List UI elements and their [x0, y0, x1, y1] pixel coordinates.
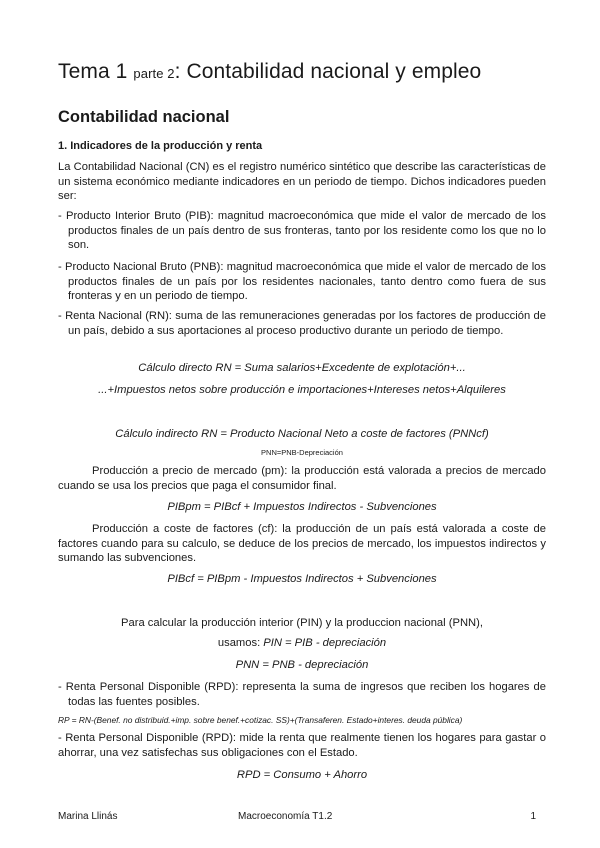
formula-pibpm: PIBpm = PIBcf + Impuestos Indirectos - Subvenciones: [167, 501, 437, 513]
pin-intro: Para calcular la producción interior (PIN) y la produccion nacional (PNN),: [121, 617, 483, 629]
bullet-rpd-2: - Renta Personal Disponible (RPD): mide la renta que realmente tienen los hogares para gastar o ahorrar, una vez satisfechas sus obligaciones con el Estado.: [58, 732, 546, 759]
title-rest: : Contabilidad nacional y empleo: [174, 60, 482, 83]
page-title: [58, 60, 481, 84]
bullet-pnb: - Producto Nacional Bruto (PNB): magnitud macroeconómica que mide el valor de mercado de los productos finales de un país por los residentes nacionales, tanto dentro como fuera de sus fronteras y en un periodo de tiempo.: [58, 261, 546, 302]
formula-calc-indirecto: Cálculo indirecto RN = Producto Nacional Neto a coste de factores (PNNcf): [115, 428, 489, 440]
bullet-rpd-1: - Renta Personal Disponible (RPD): representa la suma de ingresos que reciben los hogares de todas las fuentes posibles.: [58, 681, 546, 708]
formula-calc-directo-2: ...+Impuestos netos sobre producción e importaciones+Intereses netos+Alquileres: [98, 384, 506, 396]
cf-paragraph: Producción a coste de factores (cf): la producción de un país está valorada a coste de factores cuando para su calculo, se deduce de los precios de mercado, los impuestos indirectos y sumando las subvenciones.: [58, 523, 546, 564]
formula-rpd: RPD = Consumo + Ahorro: [236, 769, 368, 781]
pin-line: [58, 636, 546, 650]
pnn-note: PNN=PNB-Depreciación: [261, 448, 343, 457]
subsection-heading: 1. Indicadores de la producción y renta: [58, 140, 263, 152]
title-main: Tema 1: [58, 60, 128, 83]
formula-pibcf: PIBcf = PIBpm - Impuestos Indirectos + Subvenciones: [167, 573, 437, 585]
footer-author: Marina Llinás: [58, 811, 118, 822]
formula-rp: RP = RN-(Benef. no distribuid.+imp. sobre benef.+cotizac. SS)+(Transaferen. Estado+interes. deuda pública): [58, 715, 463, 725]
title-part: parte 2: [133, 66, 175, 81]
formula-pnn: PNN = PNB - depreciación: [235, 659, 369, 671]
pin-usamos: usamos:: [217, 637, 264, 649]
footer-course: Macroeconomía T1.2: [238, 811, 333, 822]
formula-calc-directo-1: Cálculo directo RN = Suma salarios+Excedente de explotación+...: [138, 362, 466, 374]
footer-page-number: 1: [530, 811, 536, 822]
formula-pin: PIN = PIB - depreciación: [263, 637, 387, 649]
bullet-rn: - Renta Nacional (RN): suma de las remuneraciones generadas por los factores de producción de un país, debido a sus aportaciones al proceso productivo durante un periodo de tiempo.: [58, 310, 546, 337]
intro-paragraph: La Contabilidad Nacional (CN) es el registro numérico sintético que describe las características de un sistema económico mediante indicadores en un periodo de tiempo. Dichos indicadores pueden ser:: [58, 161, 546, 202]
pm-paragraph: Producción a precio de mercado (pm): la producción está valorada a precios de mercado cuando se usa los precios que paga el consumidor final.: [58, 465, 546, 492]
section-heading: Contabilidad nacional: [58, 108, 230, 126]
bullet-pib: - Producto Interior Bruto (PIB): magnitud macroeconómica que mide el valor de mercado de los productos finales de un país dentro de sus fronteras, tanto por los residente como los que no lo son.: [58, 210, 546, 251]
